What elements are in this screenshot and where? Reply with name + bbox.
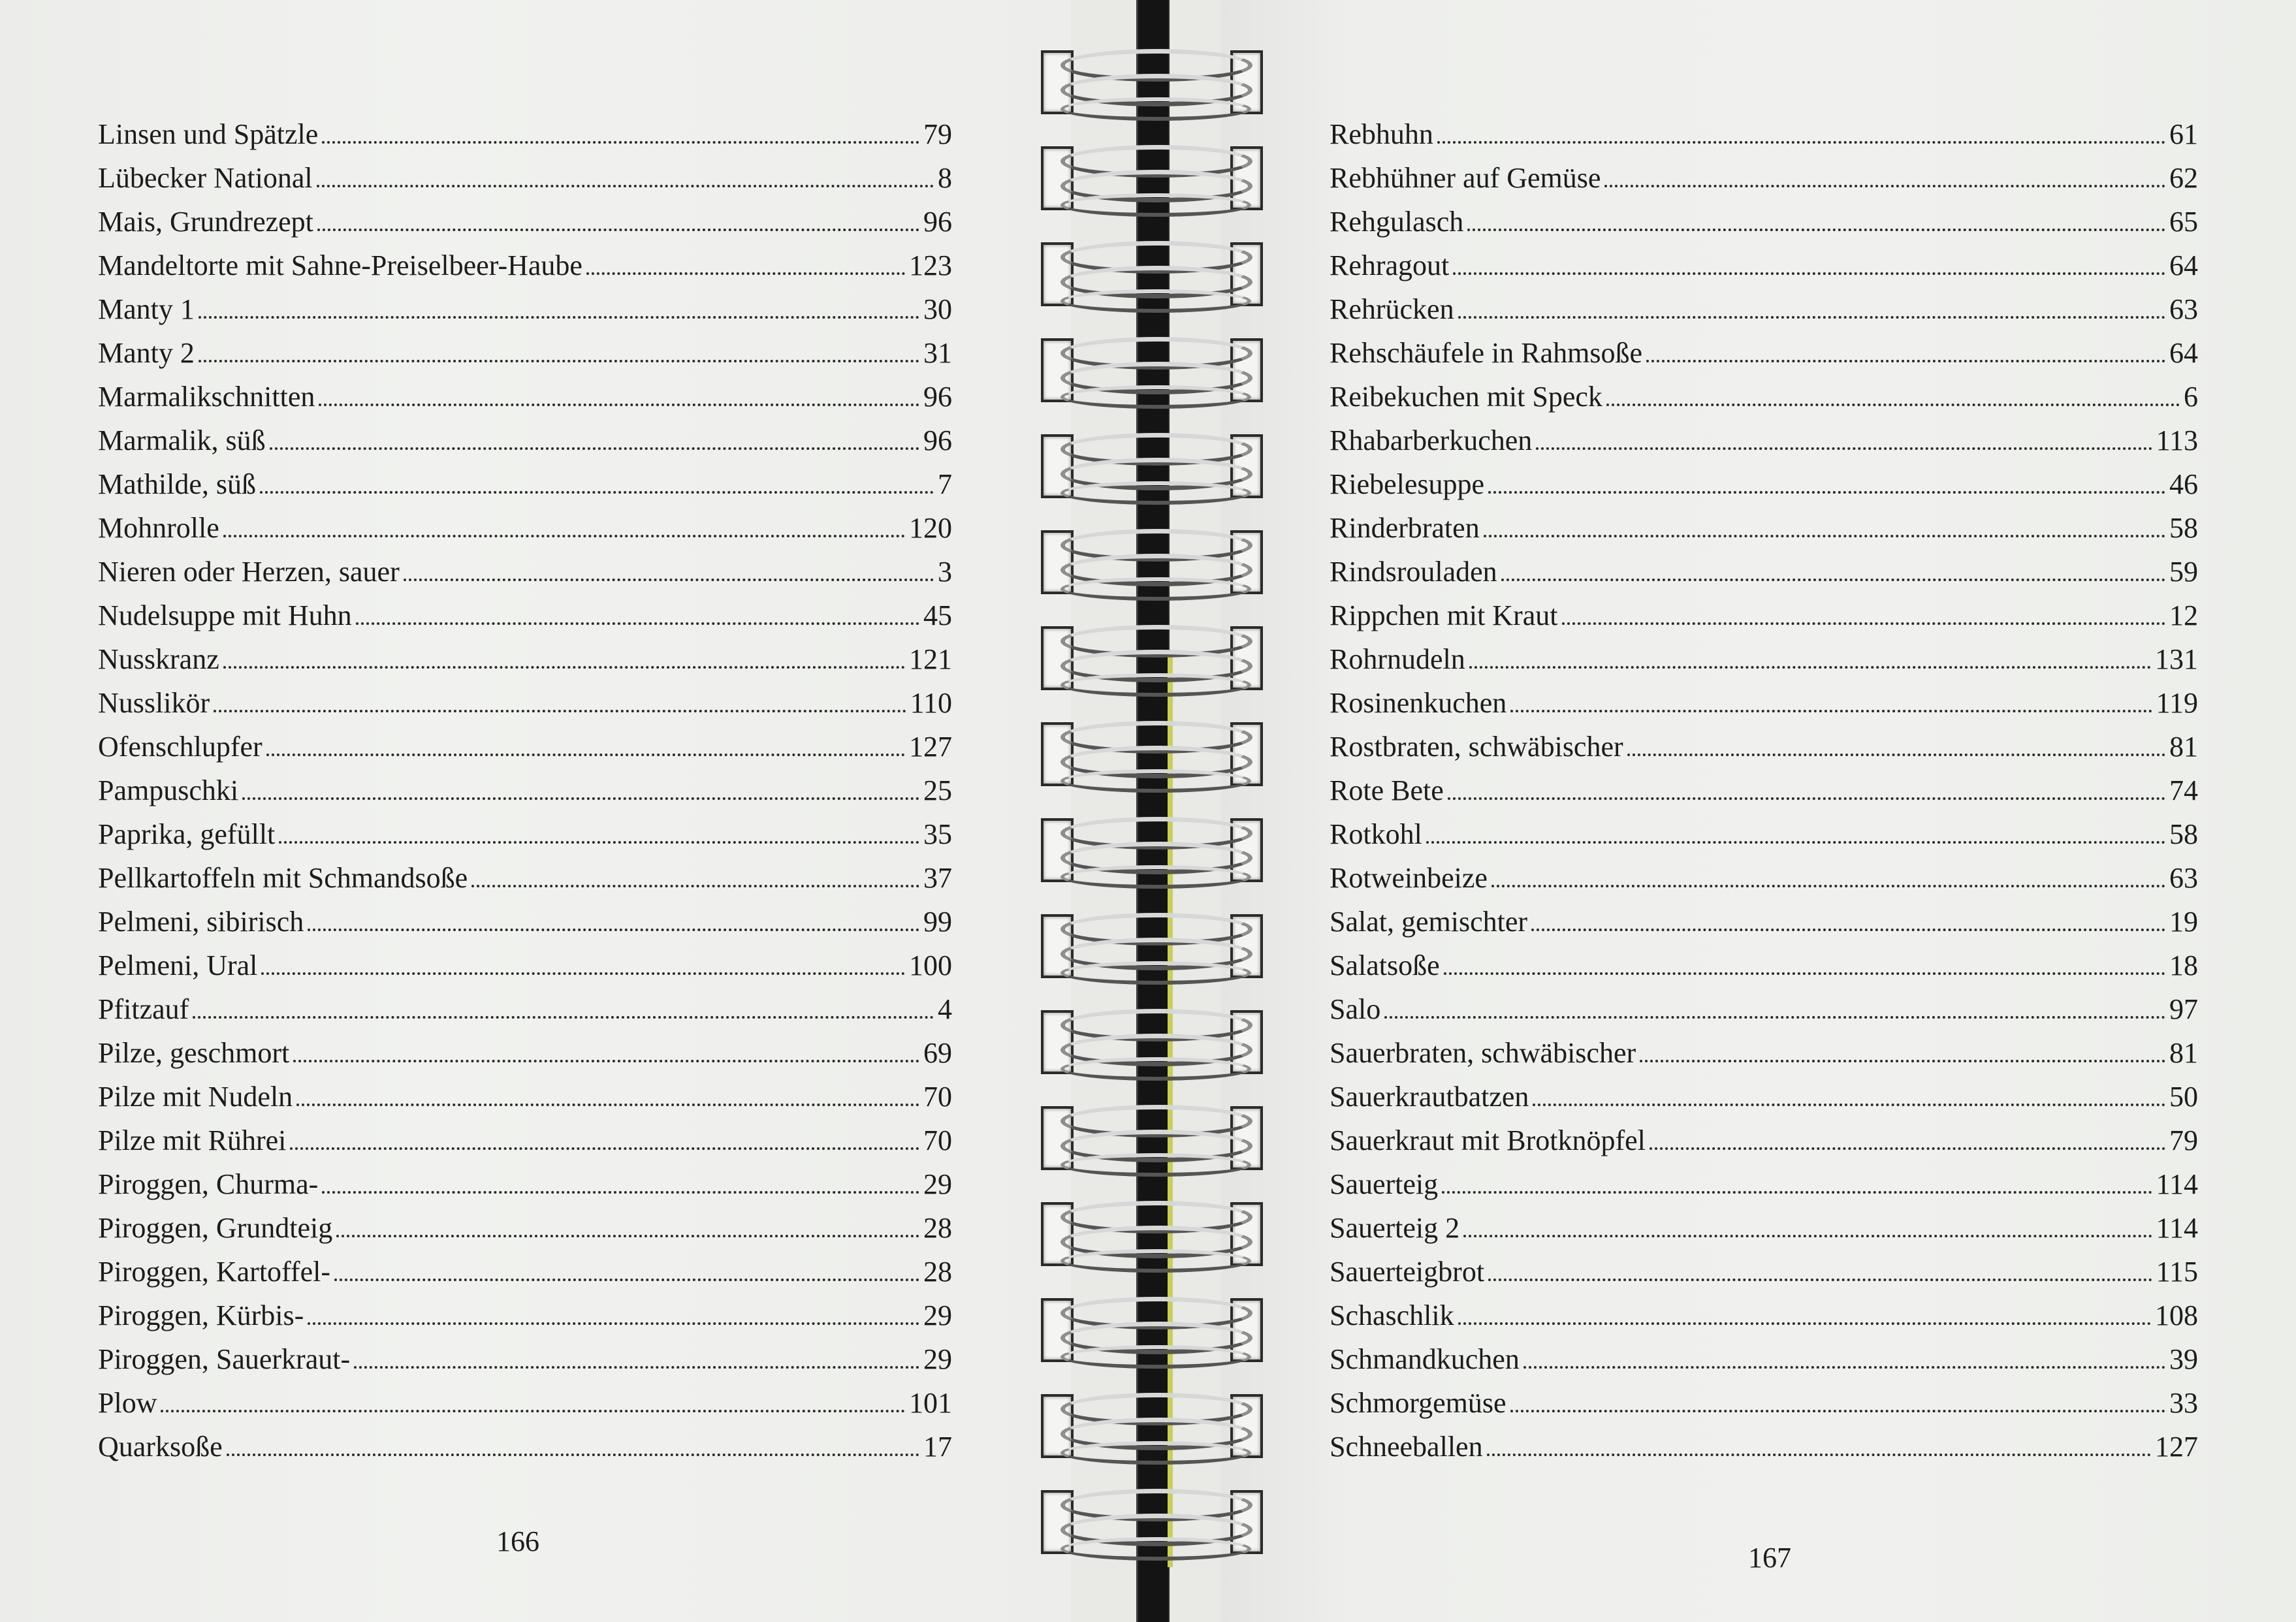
entry-title: Rhabarberkuchen (1330, 424, 1533, 456)
index-entry (1330, 1376, 2198, 1420)
entry-page-number: 3 (938, 556, 952, 588)
dot-leader (1510, 1410, 2166, 1412)
index-list-left (98, 108, 952, 1464)
index-entry (1330, 983, 2198, 1026)
entry-page-number: 31 (923, 337, 952, 369)
dot-leader (161, 1410, 905, 1412)
index-entry (98, 1158, 952, 1201)
index-entry (98, 108, 952, 151)
entry-title: Paprika, gefüllt (98, 818, 276, 850)
index-entry (98, 676, 952, 720)
entry-page-number: 33 (2169, 1387, 2198, 1419)
index-entry (1330, 108, 2198, 151)
coil-loop (1060, 385, 1251, 409)
dot-leader (260, 491, 934, 494)
index-entry (98, 1289, 952, 1333)
dot-leader (322, 141, 919, 144)
dot-leader (242, 797, 919, 800)
entry-title: Sauerteig (1330, 1168, 1439, 1200)
dot-leader (1523, 1366, 2165, 1369)
dot-leader (354, 1366, 919, 1369)
entry-title: Piroggen, Sauerkraut- (98, 1343, 351, 1375)
coil-loop (1060, 481, 1251, 505)
index-entry (98, 895, 952, 939)
dot-leader (223, 666, 905, 669)
dot-leader (1384, 1016, 2165, 1019)
index-entry (1330, 326, 2198, 370)
entry-page-number: 113 (2156, 424, 2198, 456)
entry-page-number: 79 (2169, 1124, 2198, 1156)
entry-page-number: 119 (2156, 687, 2198, 719)
dot-leader (1510, 710, 2152, 712)
entry-title: Salo (1330, 993, 1381, 1025)
entry-page-number: 123 (909, 249, 952, 281)
entry-title: Sauerbraten, schwäbischer (1330, 1037, 1636, 1069)
coil-loop (1060, 193, 1251, 217)
entry-title: Riebelesuppe (1330, 468, 1485, 500)
dot-leader (199, 316, 919, 319)
entry-title: Sauerteigbrot (1330, 1256, 1485, 1288)
dot-leader (1487, 1454, 2151, 1456)
index-entry (1330, 895, 2198, 939)
index-entry (1330, 1245, 2198, 1289)
entry-title: Lübecker National (98, 162, 313, 194)
dot-leader (279, 841, 919, 844)
entry-page-number: 97 (2169, 993, 2198, 1025)
entry-page-number: 59 (2169, 556, 2198, 588)
binding-ring (1041, 420, 1263, 511)
dot-leader (1627, 754, 2165, 756)
entry-page-number: 101 (909, 1387, 952, 1419)
entry-page-number: 28 (923, 1212, 952, 1244)
entry-page-number: 127 (909, 731, 952, 763)
index-entry (98, 720, 952, 764)
index-entry (1330, 1420, 2198, 1464)
entry-title: Rosinenkuchen (1330, 687, 1507, 719)
entry-title: Manty 1 (98, 293, 195, 325)
entry-page-number: 12 (2169, 599, 2198, 631)
index-entry (98, 458, 952, 501)
index-entry (98, 764, 952, 808)
dot-leader (308, 929, 919, 931)
dot-leader (1640, 1060, 2165, 1062)
entry-title: Sauerteig 2 (1330, 1212, 1460, 1244)
dot-leader (1484, 535, 2165, 537)
entry-page-number: 61 (2169, 118, 2198, 150)
coil-loop (1060, 1249, 1251, 1273)
entry-page-number: 114 (2156, 1212, 2198, 1244)
index-entry (1330, 633, 2198, 676)
index-entry (98, 1245, 952, 1289)
index-entry (1330, 151, 2198, 195)
entry-page-number: 69 (923, 1037, 952, 1069)
index-entry (1330, 1114, 2198, 1158)
entry-page-number: 19 (2169, 906, 2198, 938)
dot-leader (261, 972, 905, 975)
index-entry (98, 370, 952, 414)
index-entry (98, 633, 952, 676)
dot-leader (1467, 229, 2165, 231)
entry-page-number: 108 (2155, 1299, 2198, 1331)
index-entry (98, 1026, 952, 1070)
index-entry (1330, 808, 2198, 851)
right-page (1221, 0, 2296, 1622)
entry-page-number: 18 (2169, 949, 2198, 981)
entry-page-number: 65 (2169, 206, 2198, 238)
binding-ring (1041, 516, 1263, 607)
entry-title: Mandeltorte mit Sahne-Preiselbeer-Haube (98, 249, 582, 281)
binding-ring (1041, 1380, 1263, 1471)
dot-leader (317, 229, 919, 231)
index-entry (1330, 501, 2198, 545)
index-entry (98, 239, 952, 283)
entry-page-number: 121 (909, 643, 952, 675)
entry-page-number: 64 (2169, 337, 2198, 369)
entry-page-number: 46 (2169, 468, 2198, 500)
entry-title: Nusslikör (98, 687, 210, 719)
coil-loop (1060, 1057, 1251, 1081)
binding-ring (1041, 36, 1263, 127)
dot-leader (1444, 972, 2165, 975)
entry-title: Rotkohl (1330, 818, 1422, 850)
entry-page-number: 45 (923, 599, 952, 631)
index-entry (1330, 283, 2198, 326)
entry-page-number: 63 (2169, 293, 2198, 325)
entry-title: Rinderbraten (1330, 512, 1480, 544)
dot-leader (199, 360, 919, 362)
entry-title: Piroggen, Grundteig (98, 1212, 333, 1244)
entry-title: Ofenschlupfer (98, 731, 263, 763)
entry-title: Piroggen, Churma- (98, 1168, 319, 1200)
entry-title: Pampuschki (98, 774, 239, 806)
coil-loop (1060, 769, 1251, 793)
entry-page-number: 70 (923, 1081, 952, 1113)
entry-page-number: 35 (923, 818, 952, 850)
coil-loop (1060, 865, 1251, 889)
entry-title: Pelmeni, Ural (98, 949, 258, 981)
dot-leader (471, 885, 919, 887)
index-entry (1330, 589, 2198, 633)
entry-page-number: 4 (938, 993, 952, 1025)
index-entry (98, 851, 952, 895)
entry-title: Marmalikschnitten (98, 381, 315, 413)
dot-leader (1448, 797, 2165, 800)
entry-page-number: 62 (2169, 162, 2198, 194)
dot-leader (1458, 316, 2165, 319)
index-entry (1330, 458, 2198, 501)
entry-title: Schmandkuchen (1330, 1343, 1520, 1375)
entry-title: Nudelsuppe mit Huhn (98, 599, 352, 631)
index-entry (98, 939, 952, 983)
dot-leader (293, 1060, 919, 1062)
entry-title: Rippchen mit Kraut (1330, 599, 1558, 631)
index-list-right (1330, 108, 2198, 1464)
dot-leader (1488, 1279, 2152, 1281)
coil-loop (1060, 97, 1251, 121)
entry-page-number: 127 (2155, 1431, 2198, 1463)
entry-title: Nieren oder Herzen, sauer (98, 556, 400, 588)
entry-title: Pilze mit Rührei (98, 1124, 287, 1156)
entry-title: Rehragout (1330, 249, 1450, 281)
binding-ring (1041, 324, 1263, 415)
entry-page-number: 114 (2156, 1168, 2198, 1200)
entry-title: Pelmeni, sibirisch (98, 906, 304, 938)
index-entry (98, 1376, 952, 1420)
entry-title: Pfitzauf (98, 993, 189, 1025)
entry-title: Schaschlik (1330, 1299, 1454, 1331)
entry-title: Rebhuhn (1330, 118, 1433, 150)
dot-leader (356, 622, 919, 625)
dot-leader (1536, 447, 2152, 450)
entry-title: Rostbraten, schwäbischer (1330, 731, 1623, 763)
dot-leader (319, 404, 919, 406)
index-entry (1330, 1333, 2198, 1376)
entry-title: Pilze, geschmort (98, 1037, 290, 1069)
entry-page-number: 50 (2169, 1081, 2198, 1113)
index-entry (1330, 676, 2198, 720)
dot-leader (270, 447, 919, 450)
entry-page-number: 64 (2169, 249, 2198, 281)
dot-leader (1458, 1322, 2151, 1325)
left-page (0, 0, 1071, 1622)
entry-title: Pellkartoffeln mit Schmandsoße (98, 862, 468, 894)
index-entry (98, 1420, 952, 1464)
coil-loop (1060, 289, 1251, 313)
entry-page-number: 81 (2169, 731, 2198, 763)
entry-page-number: 110 (910, 687, 952, 719)
index-entry (1330, 764, 2198, 808)
entry-title: Rebhühner auf Gemüse (1330, 162, 1601, 194)
index-entry (98, 501, 952, 545)
entry-title: Salatsoße (1330, 949, 1440, 981)
index-entry (98, 1070, 952, 1114)
entry-title: Mathilde, süß (98, 468, 256, 500)
dot-leader (308, 1322, 919, 1325)
entry-page-number: 17 (923, 1431, 952, 1463)
coil-loop (1060, 577, 1251, 601)
dot-leader (1437, 141, 2165, 144)
entry-title: Rehschäufele in Rahmsoße (1330, 337, 1642, 369)
entry-page-number: 100 (909, 949, 952, 981)
entry-title: Reibekuchen mit Speck (1330, 381, 1602, 413)
dot-leader (322, 1191, 919, 1194)
coil-loop (1060, 961, 1251, 985)
entry-title: Rotweinbeize (1330, 862, 1488, 894)
spiral-binding (1019, 0, 1280, 1622)
entry-title: Schneeballen (1330, 1431, 1483, 1463)
entry-page-number: 6 (2184, 381, 2198, 413)
entry-title: Nusskranz (98, 643, 219, 675)
entry-page-number: 25 (923, 774, 952, 806)
index-entry (1330, 195, 2198, 239)
entry-title: Rohrnudeln (1330, 643, 1465, 675)
index-entry (1330, 414, 2198, 458)
dot-leader (227, 1454, 919, 1456)
dot-leader (223, 535, 905, 537)
dot-leader (317, 185, 934, 187)
entry-title: Piroggen, Kürbis- (98, 1299, 304, 1331)
coil-loop (1060, 1441, 1251, 1465)
dot-leader (1650, 1147, 2165, 1150)
dot-leader (1531, 929, 2165, 931)
index-entry (1330, 1201, 2198, 1245)
binding-ring (1041, 228, 1263, 319)
entry-page-number: 29 (923, 1343, 952, 1375)
entry-page-number: 96 (923, 381, 952, 413)
index-entry (98, 326, 952, 370)
index-entry (1330, 239, 2198, 283)
entry-page-number: 96 (923, 424, 952, 456)
entry-page-number: 8 (938, 162, 952, 194)
coil-loop (1060, 673, 1251, 697)
binding-ring (1041, 996, 1263, 1087)
page-number-left: 166 (496, 1525, 539, 1557)
binding-ring (1041, 1188, 1263, 1279)
dot-leader (1646, 360, 2165, 362)
entry-page-number: 74 (2169, 774, 2198, 806)
index-entry (1330, 720, 2198, 764)
dot-leader (1501, 579, 2165, 581)
dot-leader (336, 1235, 919, 1237)
entry-title: Mais, Grundrezept (98, 206, 313, 238)
index-entry (98, 983, 952, 1026)
entry-title: Marmalik, süß (98, 424, 266, 456)
index-entry (1330, 545, 2198, 589)
index-entry (1330, 851, 2198, 895)
index-entry (98, 589, 952, 633)
dot-leader (214, 710, 906, 712)
entry-page-number: 99 (923, 906, 952, 938)
entry-title: Manty 2 (98, 337, 195, 369)
index-entry (1330, 370, 2198, 414)
index-entry (98, 808, 952, 851)
dot-leader (296, 1104, 919, 1106)
entry-page-number: 7 (938, 468, 952, 500)
index-entry (98, 1333, 952, 1376)
entry-page-number: 30 (923, 293, 952, 325)
dot-leader (1533, 1104, 2165, 1106)
entry-page-number: 120 (909, 512, 952, 544)
index-entry (98, 151, 952, 195)
entry-page-number: 28 (923, 1256, 952, 1288)
index-entry (1330, 1158, 2198, 1201)
index-entry (98, 195, 952, 239)
entry-title: Mohnrolle (98, 512, 219, 544)
page-number-right: 167 (1748, 1542, 1791, 1574)
dot-leader (1488, 491, 2165, 494)
dot-leader (266, 754, 905, 756)
entry-page-number: 58 (2169, 818, 2198, 850)
dot-leader (1469, 666, 2151, 669)
dot-leader (1491, 885, 2165, 887)
binding-ring (1041, 1284, 1263, 1375)
entry-title: Rote Bete (1330, 774, 1444, 806)
entry-page-number: 29 (923, 1168, 952, 1200)
entry-title: Plow (98, 1387, 157, 1419)
entry-page-number: 96 (923, 206, 952, 238)
coil-loop (1060, 1153, 1251, 1177)
dot-leader (1426, 841, 2165, 844)
dot-leader (1604, 185, 2165, 187)
entry-page-number: 115 (2156, 1256, 2198, 1288)
entry-page-number: 70 (923, 1124, 952, 1156)
entry-title: Schmorgemüse (1330, 1387, 1507, 1419)
dot-leader (586, 272, 905, 275)
binding-ring (1041, 900, 1263, 991)
binding-ring (1041, 612, 1263, 703)
dot-leader (1463, 1235, 2152, 1237)
binding-ring (1041, 132, 1263, 223)
entry-page-number: 37 (923, 862, 952, 894)
entry-title: Quarksoße (98, 1431, 223, 1463)
entry-page-number: 131 (2155, 643, 2198, 675)
entry-page-number: 79 (923, 118, 952, 150)
index-entry (98, 1114, 952, 1158)
dot-leader (404, 579, 934, 581)
entry-title: Pilze mit Nudeln (98, 1081, 293, 1113)
coil-loop (1060, 1345, 1251, 1369)
index-entry (1330, 1070, 2198, 1114)
binding-ring (1041, 804, 1263, 895)
dot-leader (334, 1279, 919, 1281)
index-entry (1330, 1026, 2198, 1070)
index-entry (1330, 1289, 2198, 1333)
binding-ring (1041, 1092, 1263, 1183)
entry-title: Piroggen, Kartoffel- (98, 1256, 330, 1288)
entry-title: Sauerkrautbatzen (1330, 1081, 1529, 1113)
entry-title: Linsen und Spätzle (98, 118, 319, 150)
index-entry (98, 545, 952, 589)
dot-leader (1606, 404, 2180, 406)
dot-leader (193, 1016, 934, 1019)
entry-title: Rehrücken (1330, 293, 1454, 325)
index-entry (98, 1201, 952, 1245)
entry-title: Salat, gemischter (1330, 906, 1528, 938)
index-entry (1330, 939, 2198, 983)
entry-page-number: 81 (2169, 1037, 2198, 1069)
binding-ring (1041, 708, 1263, 799)
entry-page-number: 63 (2169, 862, 2198, 894)
entry-title: Sauerkraut mit Brotknöpfel (1330, 1124, 1646, 1156)
entry-page-number: 58 (2169, 512, 2198, 544)
dot-leader (1453, 272, 2165, 275)
entry-page-number: 39 (2169, 1343, 2198, 1375)
dot-leader (1562, 622, 2166, 625)
index-entry (98, 283, 952, 326)
index-entry (98, 414, 952, 458)
entry-page-number: 29 (923, 1299, 952, 1331)
entry-title: Rindsrouladen (1330, 556, 1497, 588)
binding-ring (1041, 1476, 1263, 1567)
entry-title: Rehgulasch (1330, 206, 1464, 238)
coil-loop (1060, 1537, 1251, 1561)
dot-leader (1442, 1191, 2152, 1194)
dot-leader (290, 1147, 919, 1150)
